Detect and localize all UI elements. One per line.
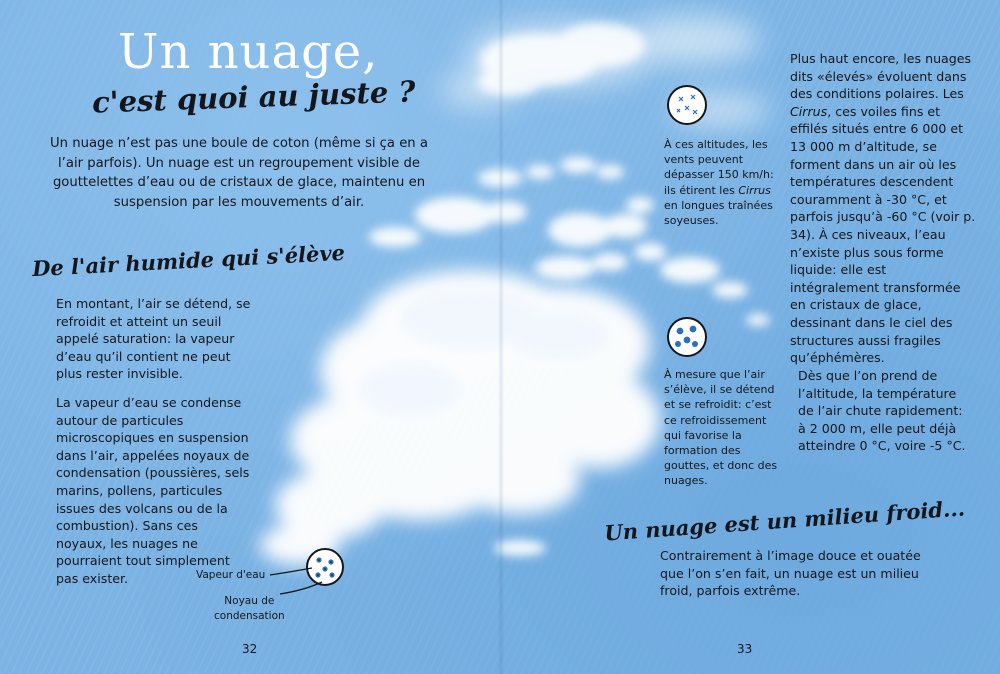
- label-noyau-line1: Noyau de: [224, 595, 275, 607]
- page-title: Un nuage,: [118, 24, 379, 80]
- callout-altitudes-cirrus: Cirrus: [738, 183, 771, 197]
- label-condensation-nucleus: [214, 594, 285, 624]
- section-heading-humid-air: De l'air humide qui s'élève: [31, 239, 346, 282]
- label-water-vapour: Vapeur d'eau: [196, 569, 266, 581]
- paragraph-saturation: En montant, l’air se détend, se refroidit et atteint un seuil appelé saturation: la vapeur d’eau qu’il contient ne peut plus rester invisible.: [56, 296, 251, 382]
- label-noyau-line2: condensation: [214, 610, 285, 622]
- water-droplet-circle-icon: [664, 314, 710, 360]
- paragraph-high-clouds: [790, 50, 976, 367]
- paragraph-cloud-extreme: Contrairement à l’image douce et ouatée que l’on s’en fait, un nuage est un milieu froid, parfois extrême.: [660, 548, 921, 599]
- callout-rising-air: À mesure que l’air s’élève, il se détend et se refroidit: c’est ce refroidissement qui favorise la formation des gouttes, et donc des nuages.: [664, 368, 778, 488]
- intro-paragraph: Un nuage n’est pas une boule de coton (même si ça en a l’air parfois). Un nuage est un regroupement visible de gouttelettes d’eau ou de cristaux de glace, maintenu en suspension par les mouvements d’air.: [50, 136, 428, 210]
- haut-text-1: Plus haut encore, les nuages dits «élevés» évoluent dans des conditions polaires. Les: [790, 51, 972, 102]
- callout-altitudes-text-2: en longues traînées soyeuses.: [664, 198, 773, 228]
- page-number-left: 32: [242, 642, 258, 656]
- haut-text-2: , ces voiles fins et effilés situés entre 6 000 et 13 000 m d’altitude, se forment dans un air où les températures descendent couramment à -30 °C, et parfois jusqu’à -60 °C (voir p. 34). À ces niveaux, l’eau n’existe plus sous forme liquide: elle est intégralement transformée en cristaux de glace, dessinant dans le ciel des structures aussi fragiles qu’éphémères.: [790, 103, 976, 366]
- callout-altitudes-text-1: À ces altitudes, les vents peuvent dépasser 150 km/h: ils étirent les: [664, 138, 774, 197]
- page-number-right: 33: [737, 642, 753, 656]
- paragraph-altitude-temperature: Dès que l’on prend de l’altitude, la température de l’air chute rapidement: à 2 000 m, elle peut déjà atteindre 0 °C, voire -5 °C.: [798, 368, 966, 454]
- callout-high-winds: [664, 137, 782, 228]
- haut-cirrus: Cirrus: [790, 103, 828, 119]
- page-subtitle: c'est quoi au juste ?: [91, 74, 416, 120]
- book-gutter: [498, 0, 504, 674]
- ice-crystal-circle-icon: [664, 82, 710, 128]
- section-heading-cold-environment: Un nuage est un milieu froid...: [603, 495, 966, 546]
- paragraph-condensation: La vapeur d’eau se condense autour de particules microscopiques en suspension dans l’air, appelées noyaux de condensation (poussières, sels marins, pollens, particules issues des volcans ou de la combustion). Sans ces noyaux, les nuages ne pourraient tout simplement pas exister.: [56, 395, 250, 586]
